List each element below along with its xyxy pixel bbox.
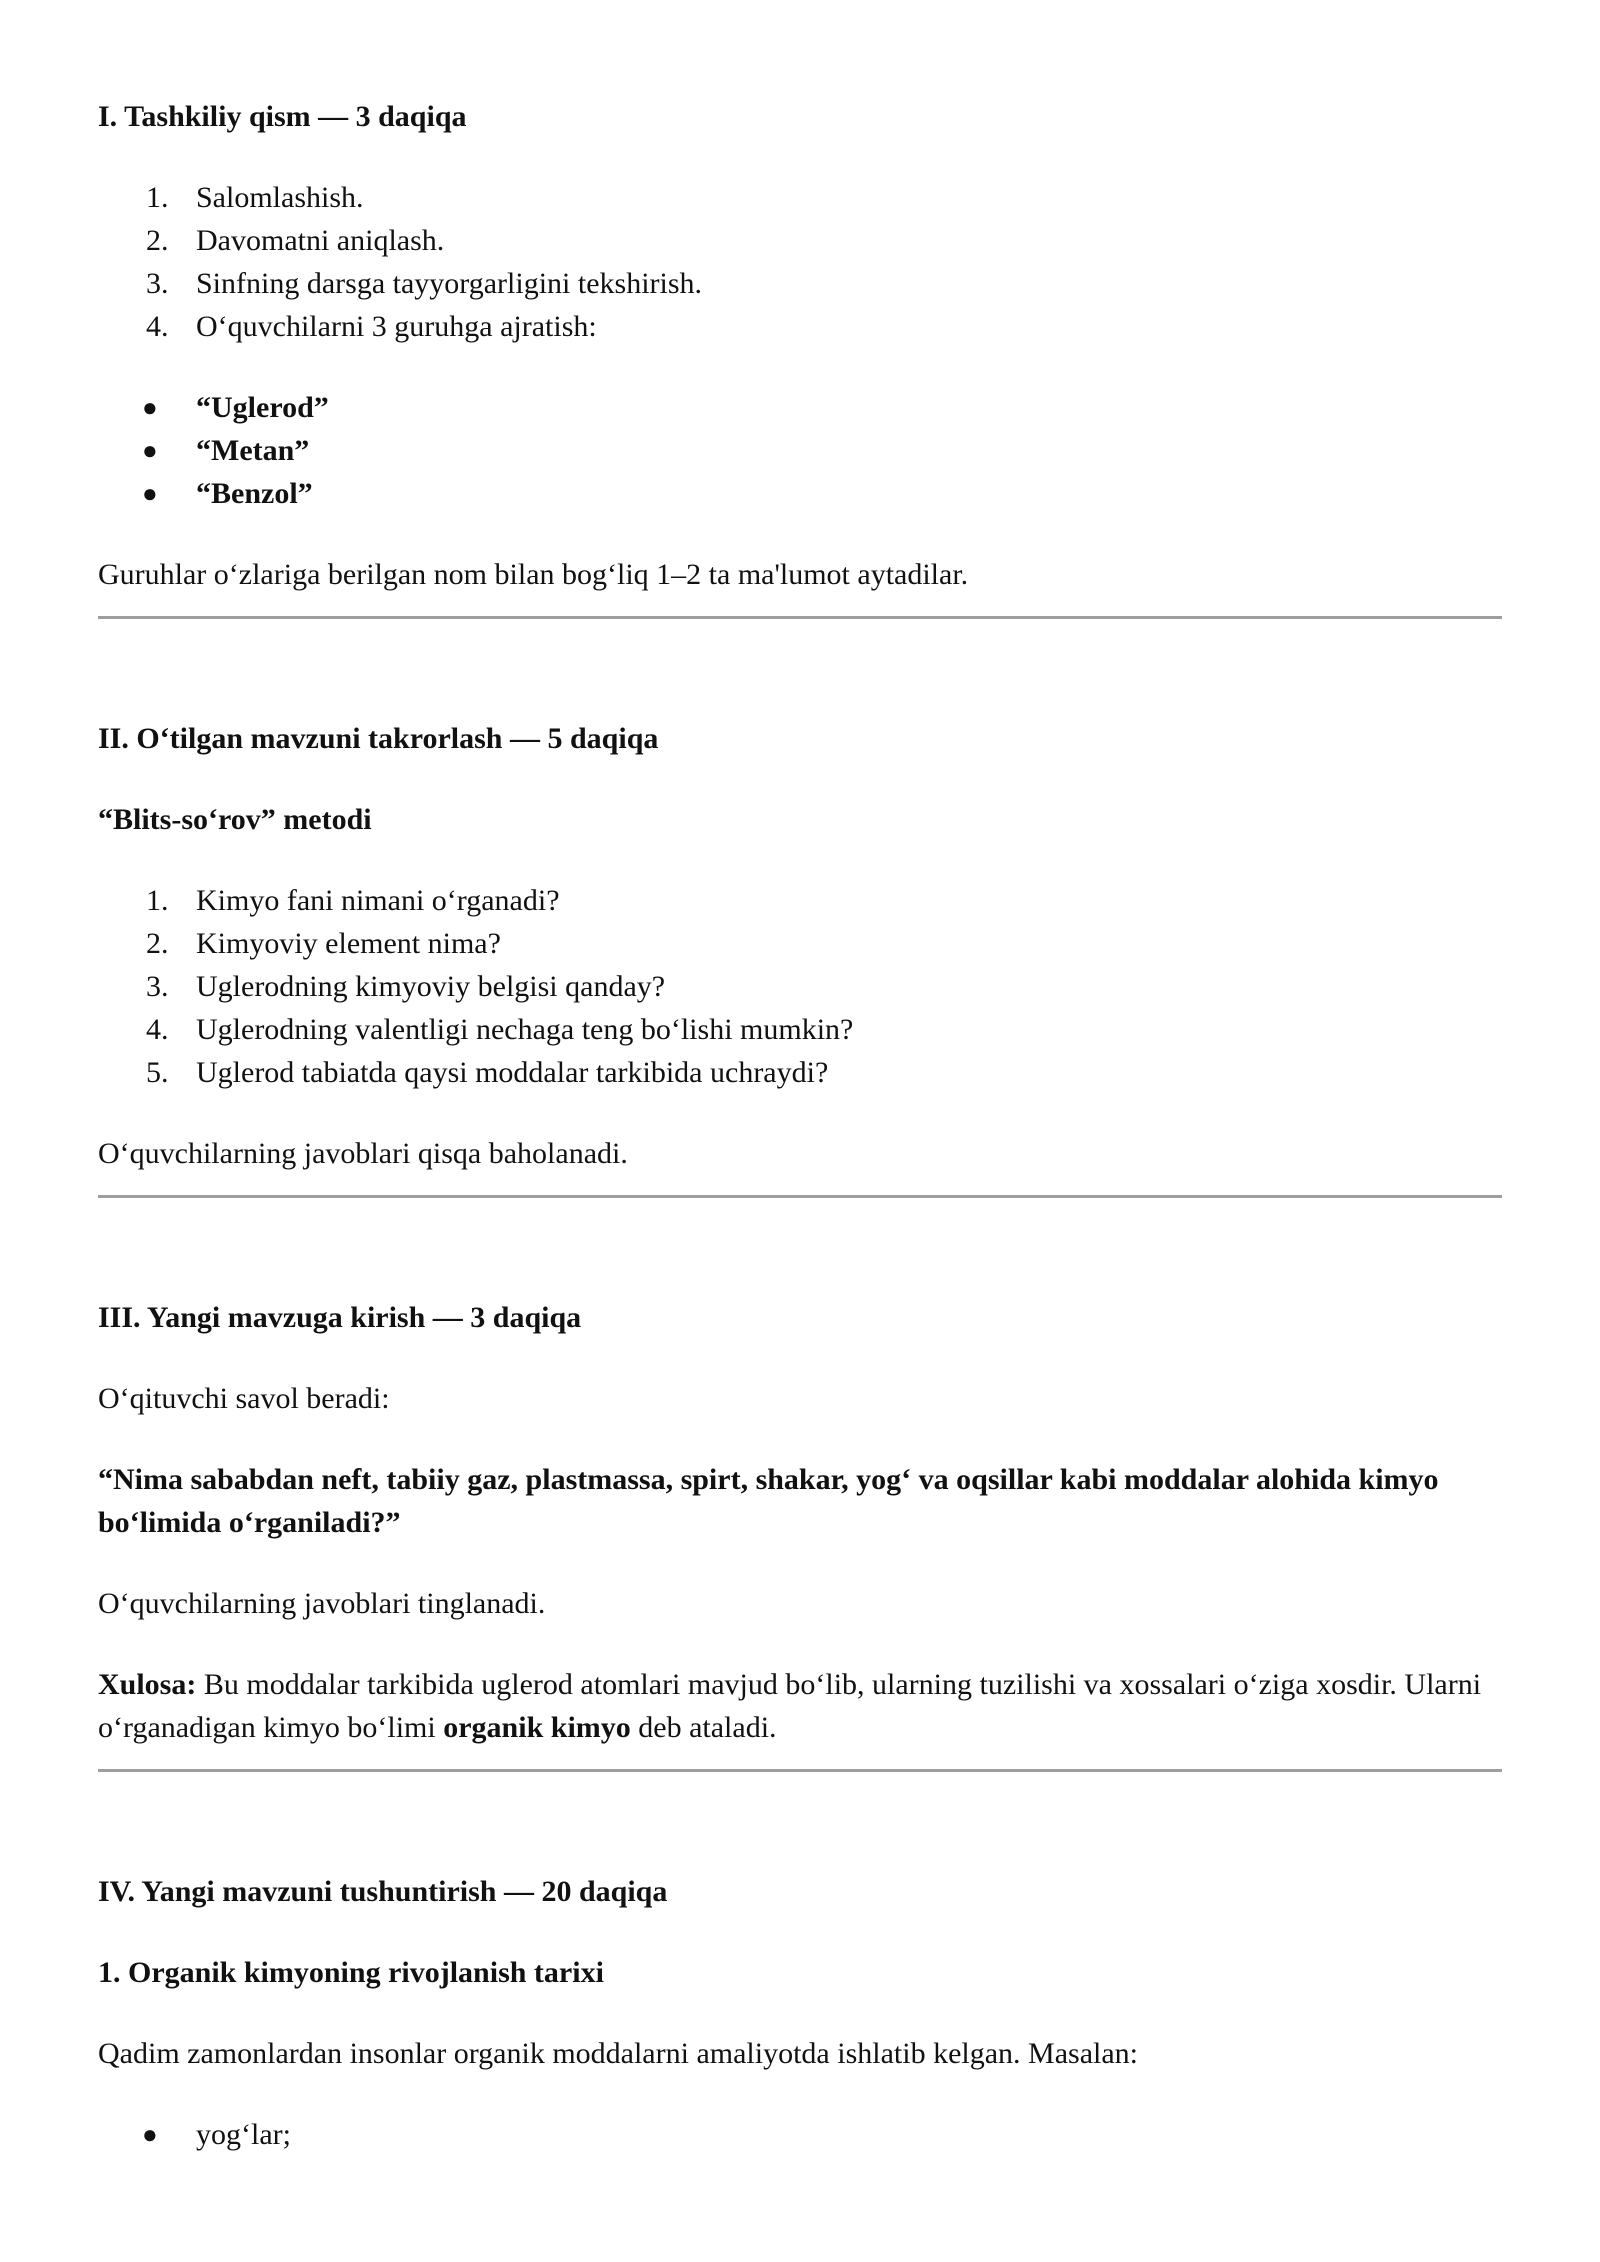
list-item bbox=[98, 472, 1502, 515]
list-item-text: Uglerod tabiatda qaysi moddalar tarkibida uchraydi? bbox=[196, 1056, 829, 1089]
conclusion-end: deb ataladi. bbox=[630, 1711, 777, 1744]
section-divider bbox=[98, 616, 1502, 619]
list-number: 5. bbox=[146, 1056, 169, 1089]
list-number: 3. bbox=[146, 970, 169, 1003]
list-item bbox=[98, 922, 1502, 965]
section-divider bbox=[98, 1769, 1502, 1772]
list-item bbox=[98, 965, 1502, 1008]
list-item-text: O‘quvchilarni 3 guruhga ajratish: bbox=[196, 310, 597, 343]
group-names-list bbox=[98, 386, 1502, 515]
group-name: “Uglerod” bbox=[196, 391, 329, 424]
conclusion-text: Bu moddalar tarkibida uglerod atomlari mavjud bo‘lib, ularning tuzilishi va xossalari o‘ziga xosdir. Ularni o‘rganadigan kimyo bo‘limi bbox=[98, 1668, 1482, 1744]
list-item-text: Uglerodning valentligi nechaga teng bo‘lishi mumkin? bbox=[196, 1013, 854, 1046]
list-item bbox=[98, 176, 1502, 219]
list-item-text: Uglerodning kimyoviy belgisi qanday? bbox=[196, 970, 666, 1003]
list-number: 4. bbox=[146, 310, 169, 343]
list-number: 3. bbox=[146, 267, 169, 300]
blits-questions-list bbox=[98, 879, 1502, 1094]
section-4-title: IV. Yangi mavzuni tushuntirish — 20 daqiqa bbox=[98, 1875, 668, 1908]
group-name: “Metan” bbox=[196, 434, 310, 467]
organic-substances-list bbox=[98, 2113, 1502, 2156]
bullet-icon: ● bbox=[142, 436, 158, 465]
list-item-text: Salomlashish. bbox=[196, 181, 364, 214]
section-1-note: Guruhlar o‘zlariga berilgan nom bilan bog‘liq 1–2 ta ma'lumot aytadilar. bbox=[98, 558, 969, 591]
section-1-title: I. Tashkiliy qism — 3 daqiqa bbox=[98, 100, 467, 133]
list-item bbox=[98, 879, 1502, 922]
list-item-text: Davomatni aniqlash. bbox=[196, 224, 445, 257]
bullet-icon: ● bbox=[142, 393, 158, 422]
list-item bbox=[98, 1051, 1502, 1094]
method-title: “Blits-so‘rov” metodi bbox=[98, 803, 372, 836]
section-3-intro: O‘qituvchi savol beradi: bbox=[98, 1382, 390, 1415]
list-item bbox=[98, 2113, 1502, 2156]
section-3-title: III. Yangi mavzuga kirish — 3 daqiqa bbox=[98, 1301, 582, 1334]
list-number: 2. bbox=[146, 224, 169, 257]
list-item-text: yog‘lar; bbox=[196, 2118, 291, 2151]
list-item bbox=[98, 1008, 1502, 1051]
teacher-question: “Nima sababdan neft, tabiiy gaz, plastmassa, spirt, shakar, yog‘ va oqsillar kabi moddalar alohida kimyo bo‘limida o‘rganiladi?” bbox=[98, 1463, 1439, 1539]
list-item bbox=[98, 386, 1502, 429]
section-2-note: O‘quvchilarning javoblari qisqa baholanadi. bbox=[98, 1137, 628, 1170]
list-number: 4. bbox=[146, 1013, 169, 1046]
conclusion-term: organik kimyo bbox=[443, 1711, 631, 1744]
group-name: “Benzol” bbox=[196, 477, 313, 510]
section-4-intro: Qadim zamonlardan insonlar organik moddalarni amaliyotda ishlatib kelgan. Masalan: bbox=[98, 2037, 1138, 2070]
list-item bbox=[98, 429, 1502, 472]
list-number: 2. bbox=[146, 927, 169, 960]
section-divider bbox=[98, 1195, 1502, 1198]
section-3-note: O‘quvchilarning javoblari tinglanadi. bbox=[98, 1587, 546, 1620]
bullet-icon: ● bbox=[142, 2120, 158, 2149]
section-1-steps bbox=[98, 176, 1502, 348]
list-item bbox=[98, 219, 1502, 262]
list-number: 1. bbox=[146, 181, 169, 214]
conclusion-label: Xulosa: bbox=[98, 1668, 197, 1701]
section-4-subtitle: 1. Organik kimyoning rivojlanish tarixi bbox=[98, 1956, 604, 1989]
bullet-icon: ● bbox=[142, 479, 158, 508]
list-item bbox=[98, 305, 1502, 348]
conclusion-paragraph bbox=[98, 1663, 1502, 1749]
list-item-text: Sinfning darsga tayyorgarligini tekshirish. bbox=[196, 267, 703, 300]
list-item bbox=[98, 262, 1502, 305]
list-number: 1. bbox=[146, 884, 169, 917]
list-item-text: Kimyoviy element nima? bbox=[196, 927, 501, 960]
list-item-text: Kimyo fani nimani o‘rganadi? bbox=[196, 884, 560, 917]
section-2-title: II. O‘tilgan mavzuni takrorlash — 5 daqiqa bbox=[98, 722, 659, 755]
